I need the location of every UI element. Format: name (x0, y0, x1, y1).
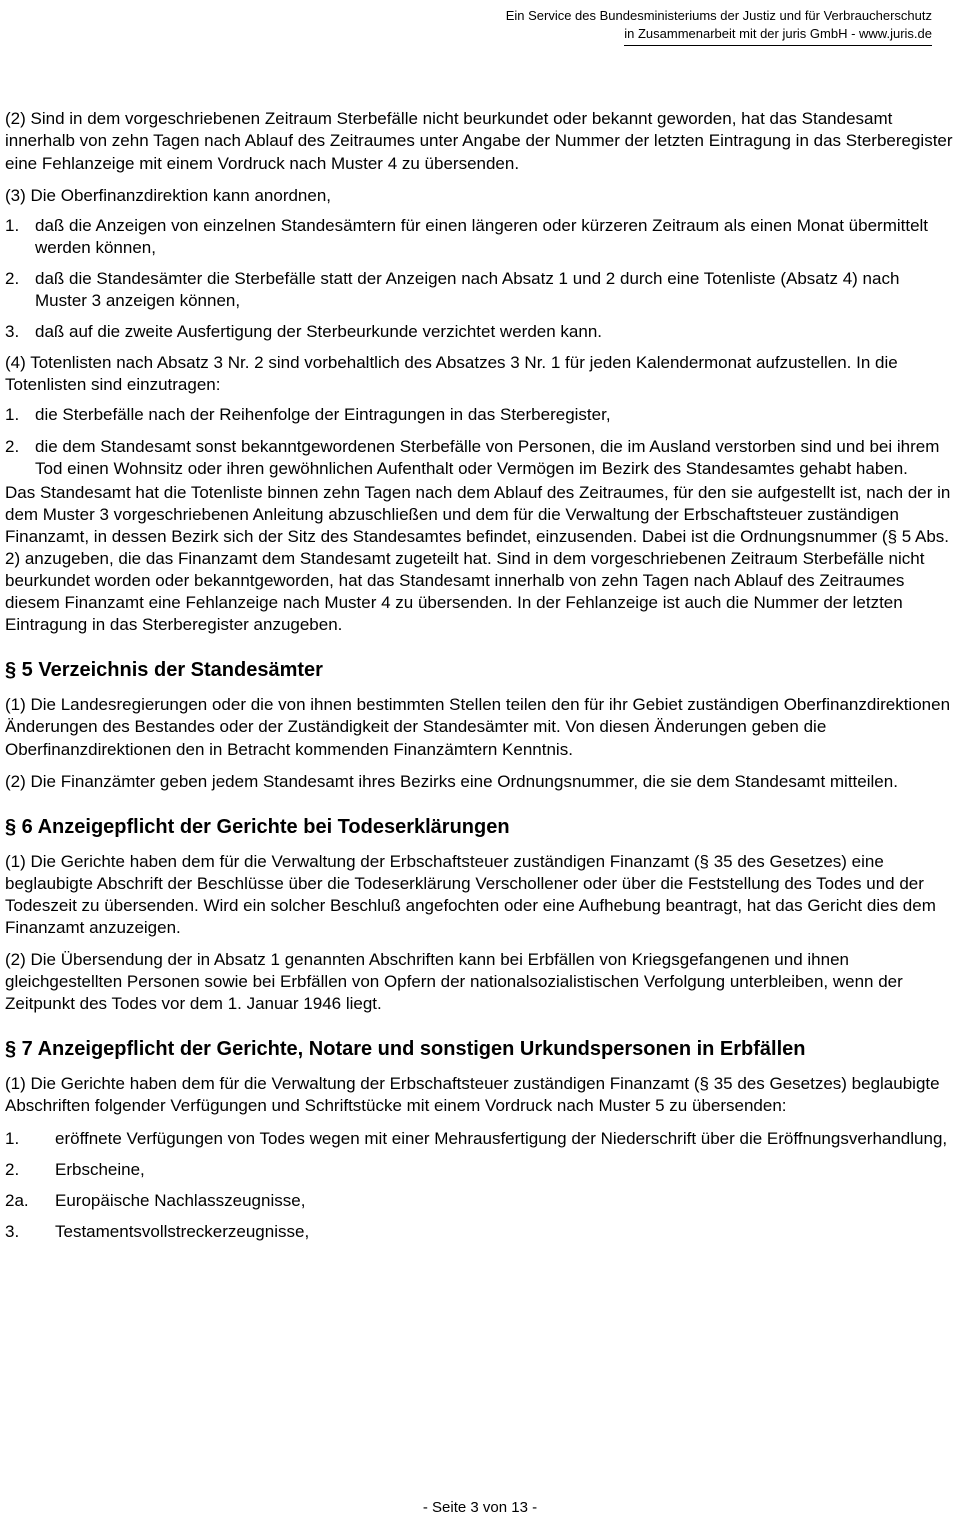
paragraph-6-abs1: (1) Die Gerichte haben dem für die Verwaltung der Erbschaftsteuer zuständigen Finanzamt (§ 35 des Gesetzes) eine beglaubigte Abschrift der Beschlüsse über die Todeserklärung Verschollener oder über die Feststellung des Todes und der Todeszeit zu übersenden. Wird ein solcher Beschluß angefochten oder eine Aufhebung beantragt, hat das Gericht dies dem Finanzamt anzuzeigen. (5, 851, 936, 937)
list-item-text: die dem Standesamt sonst bekanntgewordenen Sterbefälle von Personen, die im Ausland verstorben sind und bei ihrem Tod einen Wohnsitz oder ihren gewöhnlichen Aufenthalt oder Vermögen im Bezirk des Standesamtes gehabt haben. (35, 436, 940, 478)
list-item-number: 2. (5, 1159, 20, 1179)
list-item-text: die Sterbefälle nach der Reihenfolge der Eintragungen in das Sterberegister, (35, 405, 611, 425)
paragraph-abs4-closing: Das Standesamt hat die Totenliste binnen zehn Tagen nach dem Ablauf des Zeitraumes, für den sie aufgestellt ist, nach der in dem Muster 3 vorgeschriebenen Anleitung abzuschließen und dem für die Verwaltung der Erbschaftsteuer zuständigen Finanzamt, in dessen Bezirk sich der Sitz des Standesamtes befindet, einzusenden. Dabei ist die Ordnungsnummer (§ 5 Abs. 2) anzugeben, die das Finanzamt dem Standesamt zugeteilt hat. Sind in dem vorgeschriebenen Zeitraum Sterbefälle nicht beurkundet worden oder bekanntgeworden, hat das Standesamt innerhalb von zehn Tagen nach Ablauf des Zeitraumes diesem Finanzamt eine Fehlanzeige nach Muster 4 zu übersenden. In der Fehlanzeige ist auch die Nummer der letzten Eintragung in das Sterberegister anzugeben. (5, 482, 951, 635)
service-header-inner (506, 7, 932, 46)
heading-section-5: § 5 Verzeichnis der Standesämter (5, 659, 323, 682)
service-header-line2: in Zusammenarbeit mit der juris GmbH - www.juris.de (624, 25, 932, 46)
paragraph-7-abs1: (1) Die Gerichte haben dem für die Verwaltung der Erbschaftsteuer zuständigen Finanzamt (§ 35 des Gesetzes) beglaubigte Abschriften folgender Verfügungen und Schriftstücke mit einem Vordruck nach Muster 5 zu übersenden: (5, 1074, 940, 1116)
list-item-text: Testamentsvollstreckerzeugnisse, (55, 1221, 310, 1241)
list-item (5, 215, 954, 259)
paragraph-5-abs2: (2) Die Finanzämter geben jedem Standesamt ihres Bezirks eine Ordnungsnummer, die sie dem Standesamt mitteilen. (5, 771, 898, 791)
list-item-number: 1. (5, 405, 20, 425)
document-body (0, 46, 960, 1243)
list-item-text: daß auf die zweite Ausfertigung der Sterbeurkunde verzichtet werden kann. (35, 322, 603, 342)
list-item-text: eröffnete Verfügungen von Todes wegen mit einer Mehrausfertigung der Niederschrift über die Eröffnungsverhandlung, (55, 1128, 948, 1148)
list-item-number: 1. (5, 1128, 20, 1148)
list-item (5, 1190, 954, 1212)
heading-section-7: § 7 Anzeigepflicht der Gerichte, Notare und sonstigen Urkundspersonen in Erbfällen (5, 1038, 806, 1061)
paragraph-5-abs1: (1) Die Landesregierungen oder die von ihnen bestimmten Stellen teilen den für ihr Gebiet zuständigen Oberfinanzdirektionen Änderungen des Bestandes oder der Zuständigkeit der Standesämter mit. Von diesen Änderungen geben die Oberfinanzdirektionen den in Betracht kommenden Finanzämtern Kenntnis. (5, 695, 951, 759)
list-item-text: Europäische Nachlasszeugnisse, (55, 1190, 306, 1210)
paragraph-abs3-intro: (3) Die Oberfinanzdirektion kann anordnen, (5, 185, 332, 205)
list-item (5, 1128, 954, 1150)
list-item-number: 2. (5, 268, 20, 288)
list-abs7 (5, 1128, 954, 1243)
list-item-text: daß die Standesämter die Sterbefälle statt der Anzeigen nach Absatz 1 und 2 durch eine Totenliste (Absatz 4) nach Muster 3 anzeigen können, (35, 268, 900, 311)
page-footer: - Seite 3 von 13 - (422, 1498, 538, 1516)
list-item-number: 3. (5, 322, 20, 342)
list-item (5, 268, 954, 312)
list-item-number: 1. (5, 215, 20, 235)
list-item (5, 1159, 954, 1181)
list-item-number: 2. (5, 436, 20, 456)
list-item-text: daß die Anzeigen von einzelnen Standesämtern für einen längeren oder kürzeren Zeitraum als einen Monat übermittelt werden können, (35, 215, 929, 257)
list-item-text: Erbscheine, (55, 1159, 145, 1179)
list-item (5, 404, 954, 426)
list-item (5, 436, 954, 480)
list-abs4 (5, 404, 954, 479)
service-header (0, 0, 960, 46)
paragraph-6-abs2: (2) Die Übersendung der in Absatz 1 genannten Abschriften kann bei Erbfällen von Kriegsgefangenen und ihnen gleichgestellten Personen sowie bei Erbfällen von Opfern der nationalsozialistischen Verfolgung unterbleiben, wenn der Zeitpunkt des Todes vor dem 1. Januar 1946 liegt. (5, 950, 903, 1014)
list-abs3 (5, 215, 954, 343)
service-header-line1: Ein Service des Bundesministeriums der Justiz und für Verbraucherschutz (505, 8, 932, 23)
list-item-number: 2a. (5, 1190, 29, 1210)
paragraph-abs2: (2) Sind in dem vorgeschriebenen Zeitraum Sterbefälle nicht beurkundet oder bekannt geworden, hat das Standesamt innerhalb von zehn Tagen nach Ablauf des Zeitraumes unter Angabe der Nummer der letzten Eintragung in das Sterberegister eine Fehlanzeige mit einem Vordruck nach Muster 4 zu übersenden. (5, 109, 953, 173)
heading-section-6: § 6 Anzeigepflicht der Gerichte bei Todeserklärungen (5, 815, 510, 838)
list-item (5, 321, 954, 343)
list-item (5, 1221, 954, 1243)
paragraph-abs4-intro: (4) Totenlisten nach Absatz 3 Nr. 2 sind vorbehaltlich des Absatzes 3 Nr. 1 für jeden Kalendermonat aufzustellen. In die Totenlisten sind einzutragen: (5, 353, 898, 395)
list-item-number: 3. (5, 1221, 20, 1241)
